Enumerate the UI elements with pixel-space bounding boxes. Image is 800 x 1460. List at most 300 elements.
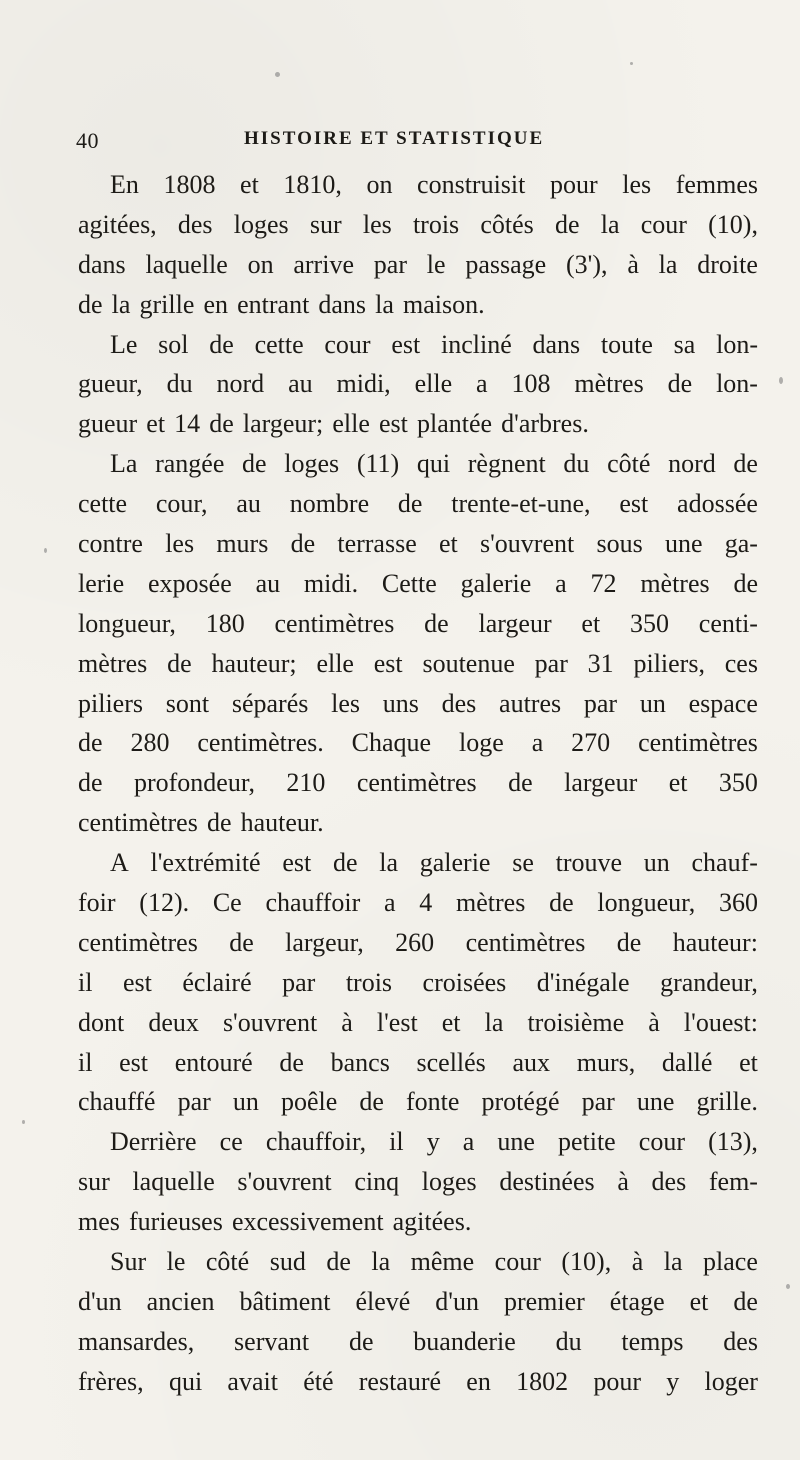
word: cinq <box>354 1167 400 1197</box>
word: (11) <box>356 449 400 479</box>
word: mes <box>78 1207 120 1237</box>
word: protégé <box>481 1087 560 1117</box>
word: troisième <box>527 1007 625 1037</box>
word: et <box>689 1286 709 1316</box>
word: de <box>206 808 232 838</box>
word: maison. <box>403 289 485 319</box>
word: Le <box>110 329 138 359</box>
text-line <box>78 1282 758 1322</box>
word: galerie <box>419 848 491 878</box>
word: la <box>600 209 620 239</box>
word: agitées, <box>78 209 157 239</box>
word: des <box>723 1326 758 1356</box>
word: bâtiment <box>239 1286 331 1316</box>
word: cour <box>324 329 371 359</box>
word: midi. <box>303 568 359 598</box>
text-line <box>78 325 758 365</box>
word: galerie <box>460 568 532 598</box>
word: centimètres <box>78 927 198 957</box>
word: centi- <box>698 608 758 638</box>
word: une <box>664 529 703 559</box>
word: par <box>282 967 316 997</box>
text-line <box>78 684 758 724</box>
print-speck <box>779 377 783 384</box>
word: on <box>366 170 393 199</box>
word: gueur <box>78 409 138 439</box>
word: sous <box>596 529 643 559</box>
word: sur <box>78 1167 110 1197</box>
word: En <box>110 170 139 199</box>
word: longueur, <box>78 608 176 638</box>
word: l'est <box>376 1007 418 1037</box>
word: de <box>242 449 267 479</box>
word: incliné <box>440 329 512 359</box>
paragraph <box>78 1122 758 1242</box>
text-line <box>78 205 758 245</box>
word: Sur <box>110 1247 147 1277</box>
text-line <box>78 1362 758 1402</box>
word: a <box>384 888 396 918</box>
word: de <box>279 1047 304 1077</box>
word: petite <box>557 1127 616 1157</box>
word: au <box>236 489 261 519</box>
word: élevé <box>355 1286 411 1316</box>
word: centimètres <box>274 608 395 638</box>
text-line <box>78 285 758 325</box>
word: sa <box>673 329 696 359</box>
word: un <box>232 1087 259 1117</box>
word: grille <box>139 289 195 319</box>
word: plantée <box>416 409 493 439</box>
word: au <box>288 369 313 399</box>
word: Ce <box>212 888 242 918</box>
word: d'un <box>78 1286 122 1316</box>
text-line <box>78 165 758 205</box>
word: le <box>426 249 446 279</box>
word: se <box>512 848 534 878</box>
print-speck <box>22 1120 25 1124</box>
text-line <box>78 843 758 883</box>
word: de <box>733 449 758 479</box>
word: de <box>209 329 234 359</box>
word: au <box>255 568 281 598</box>
word: contre <box>78 529 143 559</box>
word: été <box>303 1366 334 1396</box>
word: bancs <box>330 1047 390 1077</box>
word: même <box>410 1247 475 1277</box>
word: entouré <box>174 1047 253 1077</box>
word: est <box>391 329 421 359</box>
word: 260 <box>395 927 435 957</box>
word: de <box>549 888 574 918</box>
word: loges <box>421 1167 477 1197</box>
word: (12). <box>139 888 190 918</box>
word: 72 <box>590 568 617 598</box>
word: à <box>631 1247 644 1277</box>
word: agitées. <box>392 1207 472 1237</box>
word: femmes <box>675 170 758 199</box>
word: 270 <box>571 728 611 758</box>
word: de <box>348 1326 374 1356</box>
word: il <box>78 967 93 997</box>
paragraph <box>78 444 758 843</box>
word: l'extrémité <box>150 848 261 878</box>
word: la <box>375 289 394 319</box>
word: par <box>583 688 618 718</box>
word: sol <box>158 329 189 359</box>
paragraph <box>78 843 758 1122</box>
word: hauteur; <box>211 648 297 678</box>
text-line <box>78 723 758 763</box>
text-line <box>78 1082 758 1122</box>
word: est <box>619 489 649 519</box>
word: lon- <box>716 369 758 399</box>
word: les <box>165 529 195 559</box>
word: est <box>282 848 312 878</box>
word: 14 <box>174 409 201 439</box>
word: par <box>177 1087 211 1117</box>
word: par <box>373 249 407 279</box>
word: a <box>531 728 544 758</box>
word: loges <box>233 209 289 239</box>
word: profondeur, <box>133 768 255 798</box>
word: ces <box>724 648 758 678</box>
word: du <box>563 449 590 479</box>
word: séparés <box>231 688 309 718</box>
word: de <box>167 648 192 678</box>
word: de <box>78 289 103 319</box>
word: des <box>441 688 477 718</box>
word: mètres <box>78 648 148 678</box>
word: elle <box>414 369 453 399</box>
word: centimètres <box>638 728 758 758</box>
word: a <box>555 568 567 598</box>
paragraph <box>78 1242 758 1402</box>
word: il <box>389 1127 404 1157</box>
word: de <box>667 369 693 399</box>
paragraph <box>78 165 758 325</box>
word: Derrière <box>110 1127 197 1157</box>
word: ga- <box>724 529 758 559</box>
word: 108 <box>511 369 551 399</box>
word: de <box>229 927 254 957</box>
word: sont <box>165 688 210 718</box>
word: loge <box>459 728 504 758</box>
word: (3'), <box>566 249 608 279</box>
word: poêle <box>280 1087 338 1117</box>
word: La <box>110 449 138 479</box>
word: trente-et-une, <box>451 489 591 519</box>
word: mètres <box>456 888 526 918</box>
word: et <box>668 768 688 798</box>
word: trois <box>412 209 460 239</box>
word: et <box>739 1047 758 1077</box>
word: aux <box>512 1047 551 1077</box>
word: est <box>119 1047 149 1077</box>
word: elle <box>316 648 354 678</box>
word: qui <box>168 1366 203 1396</box>
paragraph <box>78 325 758 445</box>
word: hauteur. <box>240 808 324 838</box>
word: largeur <box>478 608 552 638</box>
running-head: HISTOIRE ET STATISTIQUE <box>244 128 545 149</box>
word: des <box>651 1167 687 1197</box>
word: droite <box>697 249 758 279</box>
text-line <box>78 404 758 444</box>
word: à <box>648 1007 660 1037</box>
word: dont <box>78 1007 125 1037</box>
word: une <box>636 1087 675 1117</box>
word: cour <box>494 1247 541 1277</box>
word: laquelle <box>132 1167 215 1197</box>
word: terrasse <box>337 529 417 559</box>
word: grille. <box>696 1087 758 1117</box>
word: de <box>733 568 758 598</box>
word: ce <box>219 1127 243 1157</box>
word: s'ouvrent <box>222 1007 318 1037</box>
word: de <box>555 209 580 239</box>
word: sur <box>309 209 342 239</box>
word: l'ouest: <box>683 1007 758 1037</box>
word: piliers <box>78 688 143 718</box>
word: excessivement <box>231 1207 384 1237</box>
word: laquelle <box>145 249 228 279</box>
word: fem- <box>708 1167 758 1197</box>
word: à <box>341 1007 353 1037</box>
word: uns <box>382 688 419 718</box>
word: s'ouvrent <box>237 1167 332 1197</box>
word: mètres <box>574 369 644 399</box>
word: et <box>441 1007 461 1037</box>
word: du <box>555 1326 582 1356</box>
word: furieuses <box>128 1207 223 1237</box>
word: côté <box>205 1247 250 1277</box>
word: place <box>703 1247 758 1277</box>
word: chauffé <box>78 1087 156 1117</box>
word: largeur; <box>242 409 324 439</box>
word: dallé <box>661 1047 713 1077</box>
word: et <box>438 529 458 559</box>
word: adossée <box>677 489 758 519</box>
word: arrive <box>293 249 354 279</box>
text-line <box>78 564 758 604</box>
word: cour <box>638 1127 685 1157</box>
word: croisées <box>422 967 507 997</box>
word: un <box>643 848 670 878</box>
word: largeur <box>564 768 638 798</box>
word: sud <box>269 1247 306 1277</box>
word: on <box>247 249 274 279</box>
word: (13), <box>708 1127 758 1157</box>
word: de <box>332 848 358 878</box>
word: il <box>78 1047 93 1077</box>
word: de <box>209 409 234 439</box>
word: cour <box>640 209 687 239</box>
word: loges <box>284 449 340 479</box>
page-number: 40 <box>76 128 99 153</box>
word: A <box>110 848 129 878</box>
word: largeur, <box>285 927 364 957</box>
word: 350 <box>718 768 758 798</box>
word: hauteur: <box>672 927 758 957</box>
word: le <box>166 1247 186 1277</box>
text-line <box>78 364 758 404</box>
word: est <box>378 409 408 439</box>
word: 4 <box>419 888 433 918</box>
word: toute <box>600 329 653 359</box>
word: dans <box>78 249 126 279</box>
word: 360 <box>718 888 758 918</box>
word: une <box>497 1127 535 1157</box>
word: côtés <box>480 209 534 239</box>
word: 180 <box>205 608 245 638</box>
word: de <box>733 1286 758 1316</box>
word: construisit <box>417 170 526 199</box>
word: murs <box>216 529 269 559</box>
word: un <box>639 688 666 718</box>
word: à <box>627 249 639 279</box>
word: cette <box>254 329 304 359</box>
word: éclairé <box>182 967 252 997</box>
word: d'inégale <box>536 967 630 997</box>
word: la <box>663 1247 683 1277</box>
word: espace <box>688 688 758 718</box>
word: la <box>371 1247 391 1277</box>
word: elle <box>332 409 370 439</box>
word: 280 <box>130 728 170 758</box>
word: longueur, <box>597 888 696 918</box>
word: loger <box>704 1366 758 1396</box>
word: premier <box>503 1286 585 1316</box>
word: (10), <box>708 209 758 239</box>
word: dans <box>532 329 581 359</box>
word: (10), <box>561 1247 612 1277</box>
word: nord <box>668 449 716 479</box>
word: en <box>203 289 229 319</box>
word: foir <box>78 888 116 918</box>
word: s'ouvrent <box>479 529 575 559</box>
word: mansardes, <box>78 1326 195 1356</box>
text-line <box>78 803 758 843</box>
text-line <box>78 883 758 923</box>
text-line <box>78 604 758 644</box>
word: trouve <box>555 848 623 878</box>
page-header <box>76 128 756 158</box>
word: la <box>111 289 131 319</box>
word: trois <box>345 967 393 997</box>
word: midi, <box>336 369 391 399</box>
word: à <box>617 1167 629 1197</box>
word: étage <box>609 1286 665 1316</box>
word: cour, <box>155 489 208 519</box>
word: nord <box>216 369 265 399</box>
word: frères, <box>78 1366 144 1396</box>
text-line <box>78 524 758 564</box>
word: centimètres <box>78 808 198 838</box>
text-line <box>78 644 758 684</box>
print-speck <box>630 62 633 65</box>
word: a <box>462 1127 475 1157</box>
text-line <box>78 923 758 963</box>
word: d'un <box>435 1286 479 1316</box>
word: gueur, <box>78 369 143 399</box>
word: grandeur, <box>660 967 758 997</box>
word: servant <box>234 1326 310 1356</box>
word: a <box>476 369 488 399</box>
word: chauffoir <box>265 888 361 918</box>
word: temps <box>621 1326 684 1356</box>
word: pour <box>549 170 598 199</box>
word: y <box>666 1366 680 1396</box>
text-line <box>78 763 758 803</box>
word: 210 <box>286 768 326 798</box>
word: la <box>658 249 678 279</box>
word: cette <box>78 489 128 519</box>
word: entrant <box>237 289 310 319</box>
word: destinées <box>499 1167 595 1197</box>
word: en <box>466 1366 491 1396</box>
word: de <box>290 529 316 559</box>
word: les <box>362 209 392 239</box>
word: soutenue <box>422 648 515 678</box>
text-line <box>78 1162 758 1202</box>
word: deux <box>148 1007 199 1037</box>
word: par <box>581 1087 615 1117</box>
word: par <box>534 648 568 678</box>
word: scellés <box>416 1047 486 1077</box>
word: et <box>581 608 601 638</box>
word: qui <box>416 449 451 479</box>
word: et <box>240 170 259 199</box>
word: buanderie <box>413 1326 516 1356</box>
word: de <box>78 768 103 798</box>
word: règnent <box>467 449 546 479</box>
text-line <box>78 1043 758 1083</box>
word: de <box>78 728 103 758</box>
word: fonte <box>406 1087 460 1117</box>
text-line <box>78 444 758 484</box>
print-speck <box>275 72 280 77</box>
word: lon- <box>716 329 758 359</box>
word: centimètres <box>465 927 586 957</box>
word: Cette <box>381 568 437 598</box>
word: et <box>146 409 166 439</box>
word: Chaque <box>351 728 432 758</box>
text-line <box>78 1202 758 1242</box>
word: exposée <box>148 568 232 598</box>
word: centimètres. <box>197 728 324 758</box>
word: est <box>122 967 152 997</box>
word: restauré <box>358 1366 442 1396</box>
word: mètres <box>640 568 710 598</box>
word: la <box>379 848 399 878</box>
word: y <box>426 1127 440 1157</box>
word: du <box>166 369 193 399</box>
print-speck <box>786 1284 790 1289</box>
word: 350 <box>629 608 669 638</box>
text-line <box>78 1242 758 1282</box>
word: la <box>484 1007 504 1037</box>
text-line <box>78 245 758 285</box>
word: de <box>616 927 642 957</box>
print-speck <box>44 548 47 553</box>
word: de <box>359 1087 384 1117</box>
word: 1808 <box>163 170 216 199</box>
word: rangée <box>155 449 225 479</box>
word: 1802 <box>516 1366 569 1396</box>
word: chauffoir, <box>265 1127 367 1157</box>
word: passage <box>465 249 547 279</box>
